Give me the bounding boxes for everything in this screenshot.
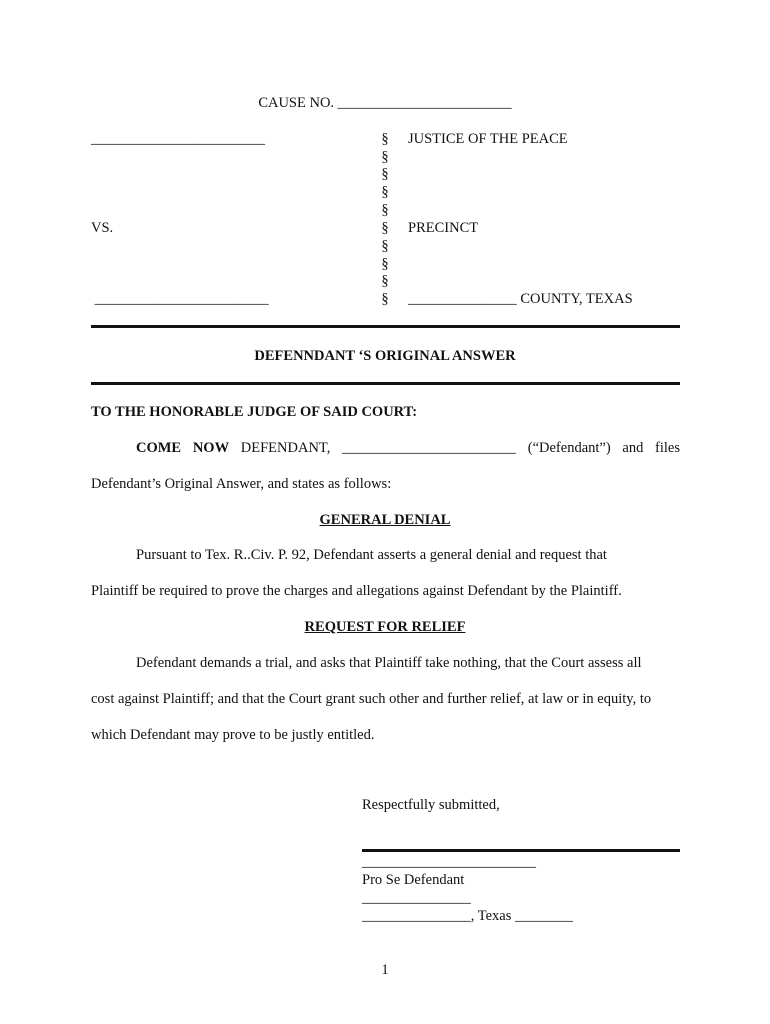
document-title: DEFENNDANT ‘S ORIGINAL ANSWER [254, 348, 516, 364]
county-line: _______________ COUNTY, TEXAS [408, 291, 633, 307]
signer-name-blank: ________________________ [362, 854, 536, 870]
cause-number: CAUSE NO. ________________________ [258, 95, 512, 111]
respectfully-submitted: Respectfully submitted, [362, 797, 500, 813]
page-number: 1 [381, 962, 389, 978]
divider-rule [91, 325, 680, 328]
section-symbol: § [381, 256, 389, 272]
general-denial-line-1: Pursuant to Tex. R..Civ. P. 92, Defendant asserts a general denial and request that [136, 547, 607, 563]
come-now-text: COME NOW [136, 440, 230, 456]
section-symbol: § [381, 166, 389, 182]
intro-line-2: Defendant’s Original Answer, and states as follows: [91, 476, 392, 492]
address-blank: _______________ [362, 890, 471, 906]
relief-line-3: which Defendant may prove to be justly entitled. [91, 727, 375, 743]
section-symbol: § [381, 273, 389, 289]
intro-line-1 [91, 441, 680, 456]
section-symbol: § [381, 131, 389, 147]
precinct-label: PRECINCT [408, 220, 479, 236]
signer-role: Pro Se Defendant [362, 872, 465, 888]
plaintiff-blank: ________________________ [91, 131, 265, 147]
section-symbol: § [381, 184, 389, 200]
intro-line-1-text: DEFENDANT, ________________________ (“Defendant”) and files [229, 440, 681, 456]
general-denial-heading: GENERAL DENIAL [319, 512, 451, 528]
request-for-relief-heading: REQUEST FOR RELIEF [304, 619, 466, 635]
defendant-blank: ________________________ [91, 291, 269, 307]
section-symbol: § [381, 149, 389, 165]
relief-line-1: Defendant demands a trial, and asks that Plaintiff take nothing, that the Court assess all [136, 655, 642, 671]
salutation: TO THE HONORABLE JUDGE OF SAID COURT: [91, 404, 418, 420]
section-symbol: § [381, 291, 389, 307]
section-symbol: § [381, 202, 389, 218]
section-symbol: § [381, 220, 389, 236]
relief-line-2: cost against Plaintiff; and that the Court grant such other and further relief, at law or in equity, to [91, 691, 652, 707]
signature-line [362, 849, 680, 852]
section-symbol: § [381, 238, 389, 254]
court-name: JUSTICE OF THE PEACE [408, 131, 568, 147]
divider-rule [91, 382, 680, 385]
versus-label: VS. [91, 220, 114, 236]
general-denial-line-2: Plaintiff be required to prove the charges and allegations against Defendant by the Plaintiff. [91, 583, 622, 599]
city-state-zip-line: _______________, Texas ________ [362, 908, 573, 924]
